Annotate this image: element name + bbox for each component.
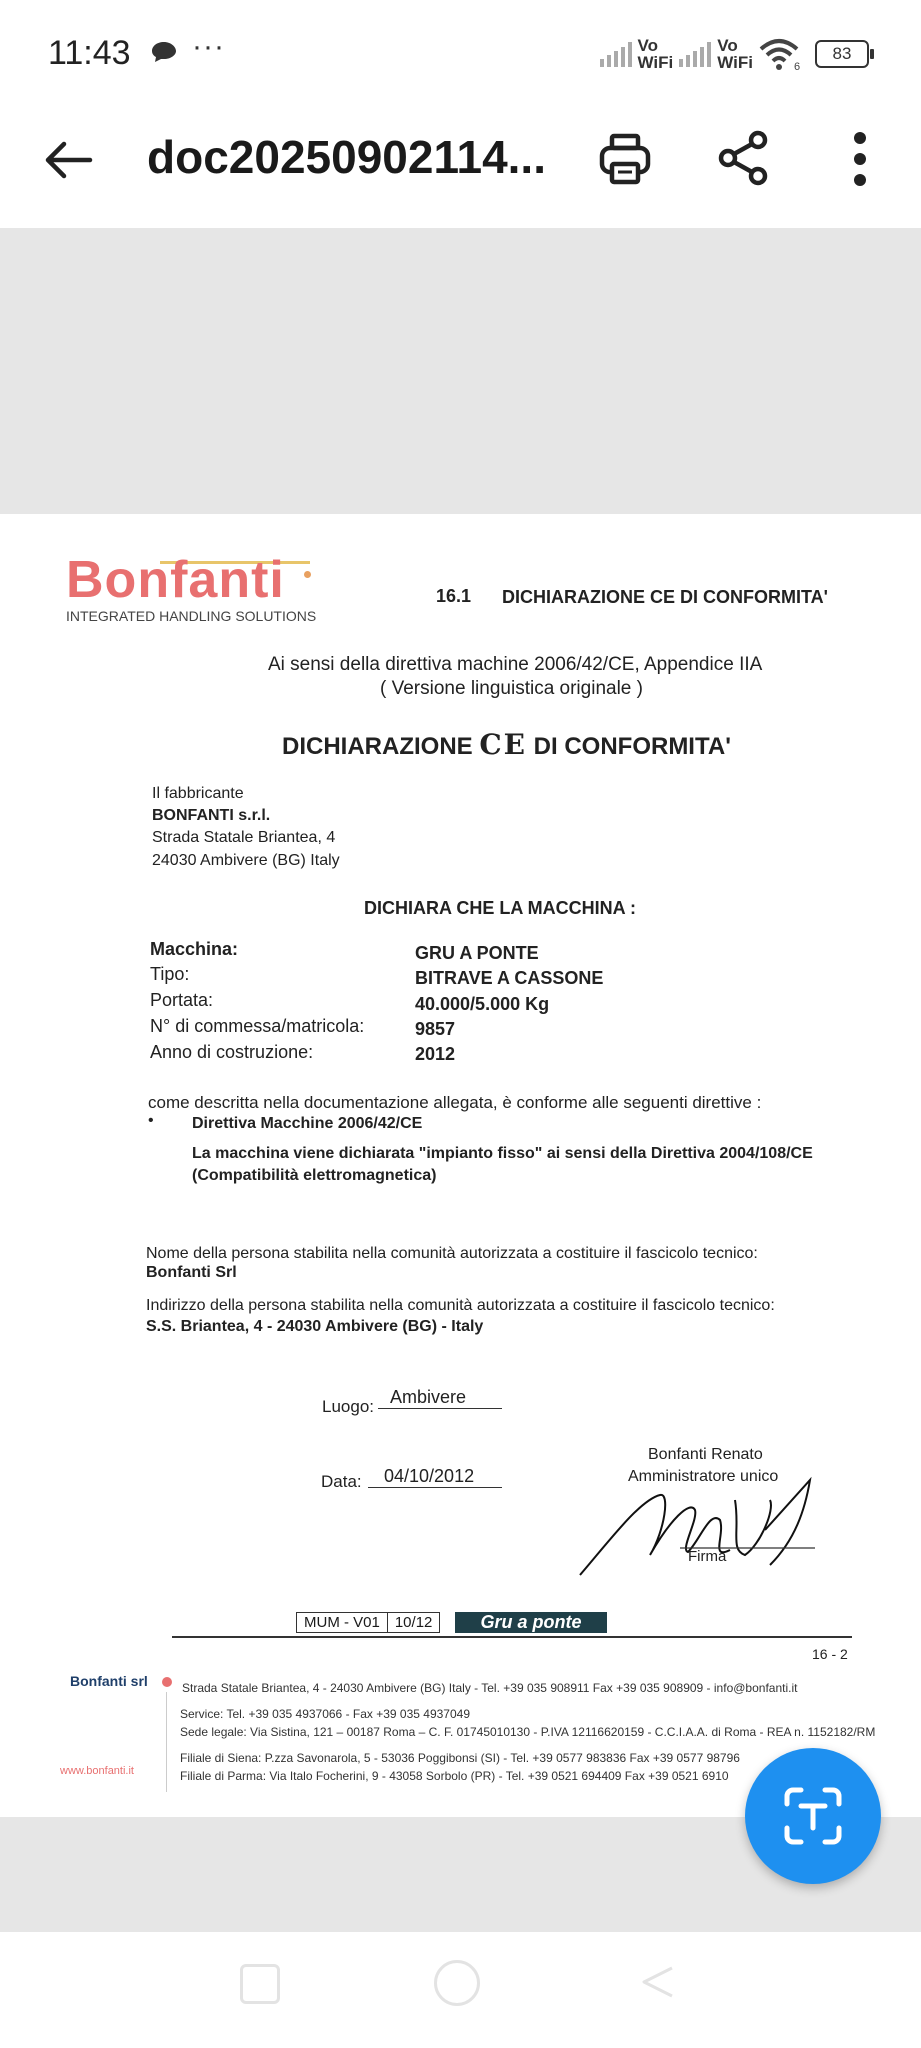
bonfanti-logo (66, 551, 317, 624)
section-title: DICHIARAZIONE CE DI CONFORMITA' (502, 587, 828, 607)
signal-icon (679, 41, 711, 67)
document-title: doc20250902114... (147, 131, 546, 183)
share-icon[interactable] (716, 130, 772, 186)
section-number: 16.1 (436, 586, 472, 606)
signal-icon (600, 41, 632, 67)
logo-tagline: INTEGRATED HANDLING SOLUTIONS (66, 608, 317, 624)
spec-value: 2012 (415, 1044, 456, 1064)
ce-mark: CE (479, 728, 527, 761)
spec-value: BITRAVE A CASSONE (415, 968, 604, 988)
spec-value: GRU A PONTE (415, 943, 539, 963)
spec-label: Macchina: (150, 939, 239, 959)
footer-company: Bonfanti srl (70, 1673, 148, 1689)
manufacturer-city: 24030 Ambivere (BG) Italy (152, 852, 340, 869)
manual-code-box (296, 1612, 440, 1633)
status-overflow: ··· (192, 30, 225, 63)
manual-title-box: Gru a ponte (455, 1612, 607, 1633)
date-label: Data: (321, 1472, 362, 1491)
main-title (282, 728, 731, 761)
battery-indicator: 83 (815, 40, 869, 68)
status-time: 11:43 (48, 34, 131, 72)
place-label: Luogo: (322, 1397, 374, 1416)
spec-label: Tipo: (150, 964, 190, 984)
wifi-icon (759, 37, 803, 71)
person-address-label: Indirizzo della persona stabilita nella comunità autorizzata a costituire il fascicolo tecnico: (146, 1297, 775, 1314)
footer-dot (162, 1677, 172, 1687)
more-vert-icon[interactable] (848, 130, 872, 188)
print-icon[interactable] (598, 132, 652, 186)
spec-label: Anno di costruzione: (150, 1042, 314, 1062)
back-triangle-icon[interactable] (640, 1964, 676, 2000)
scan-text-button[interactable] (745, 1748, 881, 1884)
date-value: 04/10/2012 (368, 1466, 502, 1488)
signer-role: Amministratore unico (628, 1468, 779, 1485)
version-line: ( Versione linguistica originale ) (380, 678, 643, 699)
footer-web: www.bonfanti.it (60, 1765, 134, 1777)
spec-value: 9857 (415, 1019, 456, 1039)
logo-name: Bonfanti (66, 551, 285, 609)
svg-text:6: 6 (794, 61, 801, 71)
spec-label: Portata: (150, 990, 214, 1010)
bullet: • (148, 1112, 154, 1129)
conformity-intro: come descritta nella documentazione allegata, è conforme alle seguenti direttive : (148, 1093, 762, 1112)
main-title-right: DI CONFORMITA' (533, 733, 731, 760)
manual-date: 10/12 (394, 1614, 433, 1631)
spec-value: 40.000/5.000 Kg (415, 994, 550, 1014)
directive-item-1: Direttiva Macchine 2006/42/CE (192, 1115, 423, 1132)
footer-line-4: Filiale di Siena: P.zza Savonarola, 5 - 53036 Poggibonsi (SI) - Tel. +39 0577 983836 Fax +39 0577 98796 (180, 1751, 740, 1765)
status-bar (0, 0, 921, 100)
footer-rule (172, 1636, 852, 1638)
manufacturer-street: Strada Statale Briantea, 4 (152, 829, 336, 846)
person-address: S.S. Briantea, 4 - 24030 Ambivere (BG) - Italy (146, 1318, 484, 1335)
footer-line-2: Service: Tel. +39 035 4937066 - Fax +39 035 4937049 (180, 1707, 470, 1721)
directive-item-3: (Compatibilità elettromagnetica) (192, 1167, 437, 1184)
back-arrow-icon[interactable] (42, 134, 94, 186)
vowifi-label: Vo WiFi (717, 36, 753, 72)
scan-text-icon (783, 1786, 843, 1846)
manual-code: MUM - V01 (297, 1613, 388, 1632)
footer-line-1: Strada Statale Briantea, 4 - 24030 Ambivere (BG) Italy - Tel. +39 035 908911 Fax +39 035 908909 - info@bonfanti.it (182, 1681, 798, 1695)
home-circle-icon[interactable] (434, 1960, 480, 2006)
vowifi-label: Vo WiFi (637, 36, 674, 72)
place-value: Ambivere (378, 1387, 502, 1409)
footer-line-3: Sede legale: Via Sistina, 121 – 00187 Roma – C. F. 01745010130 - P.IVA 12116620159 - C.C.I.A.A. di Roma - REA n. 1152182/RM (180, 1725, 876, 1739)
main-title-left: DICHIARAZIONE (282, 733, 473, 760)
person-name-label: Nome della persona stabilita nella comunità autorizzata a costituire il fascicolo tecnico: (146, 1245, 758, 1262)
chat-notification-icon (150, 40, 178, 64)
footer-line-5: Filiale di Parma: Via Italo Focherini, 9 - 43058 Sorbolo (PR) - Tel. +39 0521 694409 Fax +39 0521 6910 (180, 1769, 729, 1783)
declares-heading: DICHIARA CHE LA MACCHINA : (364, 898, 636, 918)
footer-divider (166, 1692, 167, 1792)
person-name: Bonfanti Srl (146, 1264, 237, 1281)
recents-square-icon[interactable] (240, 1964, 280, 2004)
page-number: 16 - 2 (812, 1646, 848, 1662)
manufacturer-name: BONFANTI s.r.l. (152, 807, 271, 824)
directive-item-2: La macchina viene dichiarata "impianto fisso" ai sensi della Direttiva 2004/108/CE (192, 1145, 813, 1162)
directive-line: Ai sensi della direttiva machine 2006/42/CE, Appendice IIA (268, 654, 763, 675)
signer-name: Bonfanti Renato (648, 1446, 763, 1463)
spec-label: N° di commessa/matricola: (150, 1016, 365, 1036)
manufacturer-label: Il fabbricante (152, 785, 244, 802)
status-indicators (600, 34, 869, 74)
signature-label: Firma (688, 1548, 727, 1565)
